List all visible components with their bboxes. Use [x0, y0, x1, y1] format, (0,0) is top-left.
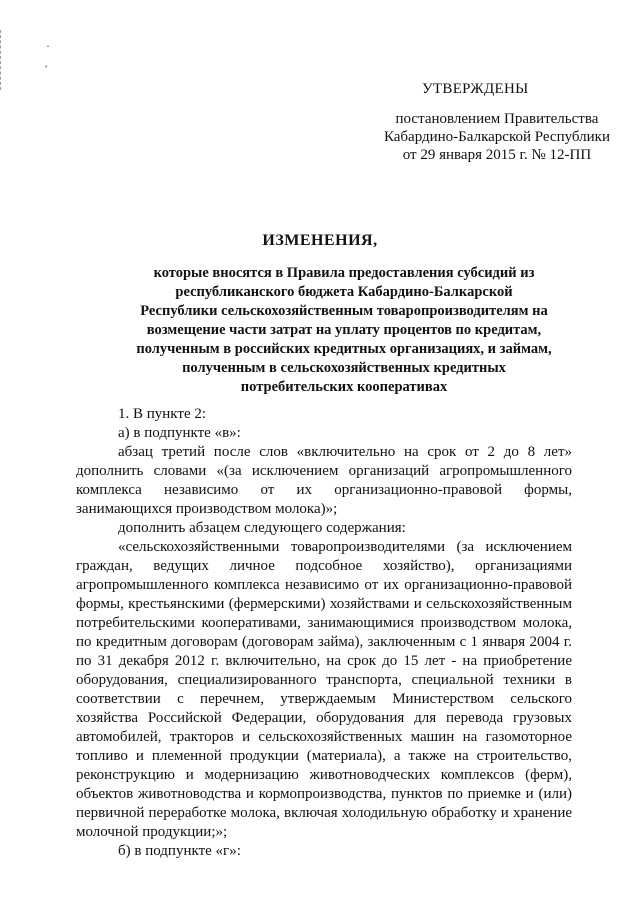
- paragraph-point-1: 1. В пункте 2:: [118, 406, 207, 422]
- scan-speck: ·: [46, 39, 50, 53]
- paragraph-subpoint-b: б) в подпункте «г»:: [118, 843, 241, 859]
- approval-details: [384, 110, 610, 164]
- document-subtitle: [120, 264, 568, 397]
- subtitle-line: республиканского бюджета Кабардино-Балкарской: [175, 284, 513, 300]
- approval-line: постановлением Правительства: [395, 111, 599, 127]
- subtitle-line: Республики сельскохозяйственным товаропроизводителям на: [140, 303, 548, 319]
- paragraph-add-abzac: дополнить абзацем следующего содержания:: [118, 520, 406, 536]
- paragraph-abzac-3: абзац третий после слов «включительно на срок от 2 до 8 лет» дополнить словами «(за исключением организаций агропромышленного комплекса независимо от их организационно-правовой формы, занимающихся производством молока)»;: [76, 444, 572, 517]
- subtitle-line: которые вносятся в Правила предоставления субсидий из: [153, 265, 535, 281]
- document-body: [76, 405, 572, 861]
- subtitle-line: потребительских кооперативах: [240, 379, 448, 395]
- document-title: ИЗМЕНЕНИЯ,: [262, 232, 378, 249]
- paragraph-new-text: «сельскохозяйственными товаропроизводителями (за исключением граждан, ведущих личное подсобное хозяйство), организациями агропромышленного комплекса независимо от их организационно-правовой формы, крестьянскими (фермерскими) хозяйствами и сельскохозяйственным потребительскими кооперативами, занимающимися производством молока, по кредитным договорам (договорам займа), заключенным с 1 января 2004 г. по 31 декабря 2012 г. включительно, на срок до 15 лет - на приобретение оборудования, специализированного транспорта, специальной техники в соответствии с перечнем, утверждаемым Министерством сельского хозяйства Российской Федерации, оборудования для перевода грузовых автомобилей, тракторов и сельскохозяйственных машин на газомоторное топливо и племенной продукции (материала), а также на строительство, реконструкцию и модернизацию животноводческих комплексов (ферм), объектов животноводства и кормопроизводства, пунктов по приемке и (или) первичной переработке молока, включая холодильную обработку и хранение молочной продукции;»;: [76, 539, 572, 840]
- subtitle-line: полученным в сельскохозяйственных кредитных: [182, 360, 506, 376]
- subtitle-line: возмещение части затрат на уплату процентов по кредитам,: [146, 322, 542, 338]
- scan-edge-marks: [0, 30, 9, 90]
- scan-speck: ˊ: [44, 63, 48, 77]
- approved-heading: УТВЕРЖДЕНЫ: [422, 81, 529, 97]
- approval-line: Кабардино-Балкарской Республики: [383, 129, 610, 145]
- approval-line: от 29 января 2015 г. № 12-ПП: [402, 147, 592, 163]
- subtitle-line: полученным в российских кредитных организациях, и займам,: [136, 341, 552, 357]
- paragraph-subpoint-a: а) в подпункте «в»:: [118, 425, 241, 441]
